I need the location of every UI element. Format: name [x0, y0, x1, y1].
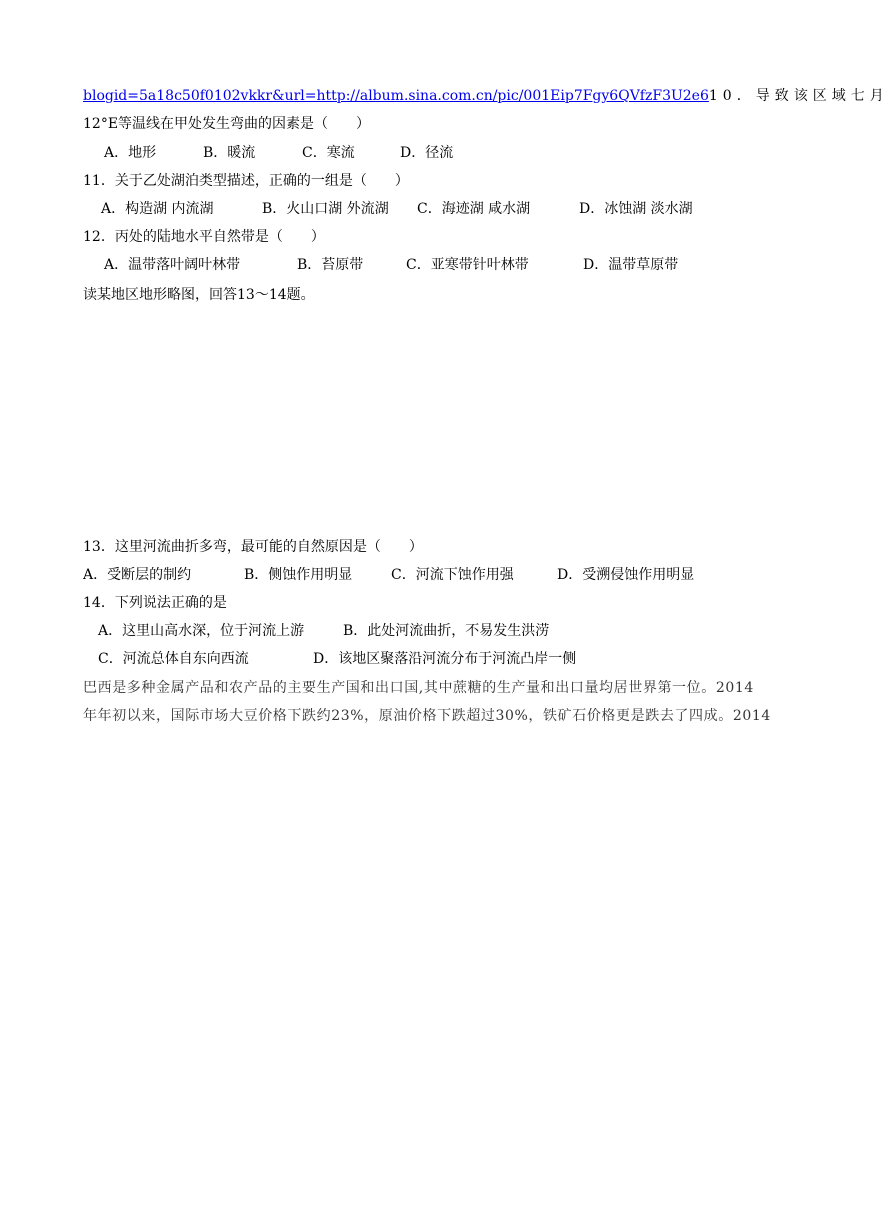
q13-option-c: C．河流下蚀作用强: [391, 567, 514, 583]
question-14-stem: 14．下列说法正确的是: [83, 595, 227, 611]
passage-line-2: 年年初以来，国际市场大豆价格下跌约23%，原油价格下跌超过30%，铁矿石价格更是跌去了四成。2014: [83, 708, 771, 724]
question-13-stem: 13．这里河流曲折多弯，最可能的自然原因是（ ）: [83, 539, 423, 555]
q10-option-b: B．暖流: [203, 145, 256, 161]
q14-option-c: C．河流总体自东向西流: [98, 651, 249, 667]
album-link[interactable]: blogid=5a18c50f0102vkkr&url=http://album.sina.com.cn/pic/001Eip7Fgy6QVfzF3U2e6: [83, 88, 709, 104]
q11-option-b: B．火山口湖 外流湖: [262, 201, 389, 217]
q13-option-a: A．受断层的制约: [83, 567, 192, 583]
q10-option-d: D．径流: [400, 145, 454, 161]
question-11-stem: 11．关于乙处湖泊类型描述，正确的一组是（ ）: [83, 173, 409, 189]
question-12-stem: 12．丙处的陆地水平自然带是（ ）: [83, 229, 325, 245]
q13-option-b: B．侧蚀作用明显: [244, 567, 353, 583]
passage-line-1: 巴西是多种金属产品和农产品的主要生产国和出口国,其中蔗糖的生产量和出口量均居世界第一位。2014: [83, 680, 754, 696]
q11-option-c: C．海迹湖 咸水湖: [417, 201, 531, 217]
q13-option-d: D．受溯侵蚀作用明显: [557, 567, 695, 583]
q10-option-a: A．地形: [104, 145, 157, 161]
map-figure-placeholder: [83, 312, 783, 532]
question-10-stem: 12°E等温线在甲处发生弯曲的因素是（ ）: [83, 116, 371, 132]
q12-option-a: A．温带落叶阔叶林带: [104, 257, 241, 273]
q14-option-a: A．这里山高水深，位于河流上游: [98, 623, 305, 639]
question-10-lead: 10．导致该区域七月: [708, 88, 889, 104]
header-line: [83, 86, 889, 106]
q12-option-d: D．温带草原带: [583, 257, 679, 273]
q12-option-c: C．亚寒带针叶林带: [406, 257, 529, 273]
reading-prompt: 读某地区地形略图，回答13～14题。: [83, 287, 315, 303]
q14-option-d: D．该地区聚落沿河流分布于河流凸岸一侧: [313, 651, 577, 667]
q11-option-d: D．冰蚀湖 淡水湖: [579, 201, 693, 217]
q10-option-c: C．寒流: [302, 145, 355, 161]
q12-option-b: B．苔原带: [297, 257, 364, 273]
q14-option-b: B．此处河流曲折，不易发生洪涝: [343, 623, 550, 639]
q11-option-a: A．构造湖 内流湖: [101, 201, 214, 217]
